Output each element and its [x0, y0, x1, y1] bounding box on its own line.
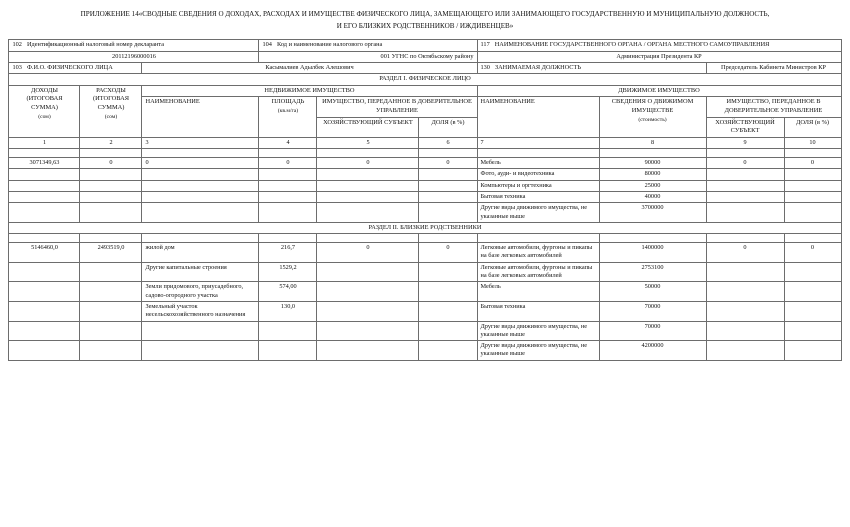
cell-movable-value: 3700000 [599, 203, 706, 223]
cell-movable-share [784, 321, 841, 341]
header-movable: ДВИЖИМОЕ ИМУЩЕСТВО [477, 85, 841, 97]
header-area-text: ПЛОЩАДЬ [271, 98, 305, 106]
cell-income [9, 341, 80, 361]
cell-movable-entity [706, 262, 784, 282]
tax-org-label-number: 104 [262, 41, 272, 48]
spacer-cell [259, 234, 317, 243]
position-value: Председатель Кабинета Министров КР [706, 62, 841, 74]
header-expenses [80, 85, 142, 137]
cell-movable-value: 70000 [599, 301, 706, 321]
state-org-label-cell [477, 40, 841, 52]
cell-area: 216,7 [259, 243, 317, 263]
cell-entity [317, 203, 419, 223]
cell-income [9, 191, 80, 202]
cell-movable-share [784, 180, 841, 191]
header-expenses-text: РАСХОДЫ (ИТОГОВАЯ СУММА) [92, 86, 130, 111]
cell-movable-name: Фото, ауди- и видеотехника [477, 169, 599, 180]
cell-income: 3071349,63 [9, 158, 80, 169]
cell-share [419, 169, 477, 180]
cell-movable-share [784, 341, 841, 361]
cell-income [9, 321, 80, 341]
header-movable-info [599, 97, 706, 137]
col-number-6: 6 [419, 137, 477, 148]
cell-expenses [80, 321, 142, 341]
tax-org-label-cell [259, 40, 477, 52]
cell-immovable-name [142, 203, 259, 223]
fio-position-row [9, 62, 841, 74]
cell-immovable-name [142, 180, 259, 191]
cell-movable-share: 0 [784, 243, 841, 263]
state-org-label-text: НАИМЕНОВАНИЕ ГОСУДАРСТВЕННОГО ОРГАНА / ОРГАНА МЕСТНОГО САМОУПРАВЛЕНИЯ [494, 41, 770, 48]
cell-movable-value: 90000 [599, 158, 706, 169]
table-row [9, 341, 841, 361]
cell-entity [317, 169, 419, 180]
cell-movable-entity [706, 321, 784, 341]
cell-immovable-name: Другие капитальные строения [142, 262, 259, 282]
spacer-cell [142, 149, 259, 158]
header-expenses-unit: (сом) [104, 113, 118, 120]
cell-share [419, 282, 477, 302]
cell-movable-name: Другие виды движимого имущества, не указанные выше [477, 203, 599, 223]
cell-movable-entity [706, 282, 784, 302]
cell-area: 0 [259, 158, 317, 169]
header-area-unit: (кв.м/га) [277, 107, 299, 114]
header-movable-share: ДОЛЯ (в %) [784, 117, 841, 137]
tax-org-value: 001 УГНС по Октябьскому району [259, 51, 477, 62]
cell-area: 130,0 [259, 301, 317, 321]
declaration-table [8, 39, 841, 361]
cell-expenses [80, 282, 142, 302]
section2-title: РАЗДЕЛ II. БЛИЗКИЕ РОДСТВЕННИКИ [9, 222, 841, 233]
col-number-9: 9 [706, 137, 784, 148]
cell-income [9, 301, 80, 321]
cell-income [9, 262, 80, 282]
col-number-4: 4 [259, 137, 317, 148]
cell-immovable-name: жилой дом [142, 243, 259, 263]
cell-expenses [80, 341, 142, 361]
table-row [9, 301, 841, 321]
table-row [9, 191, 841, 202]
cell-income [9, 282, 80, 302]
section1-title: РАЗДЕЛ I. ФИЗИЧЕСКОЕ ЛИЦО [9, 74, 841, 85]
spacer-cell [80, 149, 142, 158]
header-movable-info-unit: (стоимость) [638, 116, 667, 123]
cell-movable-share [784, 203, 841, 223]
spacer-cell [317, 234, 419, 243]
spacer-cell [419, 149, 477, 158]
header-movable-entity: ХОЗЯЙСТВУЮЩИЙ СУБЪЕКТ [706, 117, 784, 137]
cell-movable-name: Бытовая техника [477, 191, 599, 202]
cell-movable-name: Другие виды движимого имущества, не указанные выше [477, 341, 599, 361]
header-movable-info-text: СВЕДЕНИЯ О ДВИЖИМОМ ИМУЩЕСТВЕ [611, 98, 694, 114]
position-label-text: ЗАНИМАЕМАЯ ДОЛЖНОСТЬ [494, 63, 581, 71]
cell-movable-value: 25000 [599, 180, 706, 191]
cell-expenses [80, 180, 142, 191]
table-row [9, 203, 841, 223]
document-page [0, 9, 850, 527]
cell-immovable-name: Земельный участок несельскохозяйственного назначения [142, 301, 259, 321]
header-movable-name: НАИМЕНОВАНИЕ [477, 97, 599, 137]
col-number-1: 1 [9, 137, 80, 148]
cell-area [259, 321, 317, 341]
table-row [9, 243, 841, 263]
column-number-row [9, 137, 841, 148]
spacer-cell [706, 234, 784, 243]
col-number-3: 3 [142, 137, 259, 148]
cell-income [9, 169, 80, 180]
cell-share [419, 180, 477, 191]
cell-expenses: 0 [80, 158, 142, 169]
cell-movable-share [784, 301, 841, 321]
header-income-unit: (сом) [38, 113, 51, 120]
header-group-row [9, 85, 841, 97]
cell-income [9, 180, 80, 191]
tin-label-number: 102 [12, 41, 22, 48]
cell-movable-value: 70000 [599, 321, 706, 341]
cell-area [259, 191, 317, 202]
spacer-cell [317, 149, 419, 158]
cell-movable-entity [706, 180, 784, 191]
state-org-label-number: 117 [480, 41, 490, 48]
cell-immovable-name [142, 169, 259, 180]
cell-entity [317, 321, 419, 341]
cell-movable-entity [706, 191, 784, 202]
cell-movable-entity [706, 169, 784, 180]
cell-expenses: 2493519,0 [80, 243, 142, 263]
identification-value-row [9, 51, 841, 62]
cell-share [419, 321, 477, 341]
cell-movable-value: 40000 [599, 191, 706, 202]
cell-area [259, 341, 317, 361]
cell-movable-share [784, 169, 841, 180]
header-immovable-entity: ХОЗЯЙСТВУЮЩИЙ СУБЪЕКТ [317, 117, 419, 137]
table-row [9, 158, 841, 169]
cell-movable-name: Мебель [477, 158, 599, 169]
col-number-10: 10 [784, 137, 841, 148]
spacer-cell [259, 149, 317, 158]
cell-movable-share [784, 282, 841, 302]
cell-immovable-name [142, 321, 259, 341]
col-number-2: 2 [80, 137, 142, 148]
table-row [9, 282, 841, 302]
cell-share [419, 341, 477, 361]
cell-share [419, 301, 477, 321]
cell-movable-share [784, 262, 841, 282]
cell-movable-entity: 0 [706, 158, 784, 169]
identification-label-row [9, 40, 841, 52]
cell-movable-name: Бытовая техника [477, 301, 599, 321]
cell-movable-name: Другие виды движимого имущества, не указанные выше [477, 321, 599, 341]
tax-org-label-text: Код и наименование налогового органа [276, 41, 383, 48]
cell-expenses [80, 262, 142, 282]
fio-value: Касымалиев Адылбек Алешович [142, 62, 477, 74]
cell-movable-value: 50000 [599, 282, 706, 302]
spacer-cell [599, 149, 706, 158]
header-area [259, 97, 317, 137]
cell-entity: 0 [317, 158, 419, 169]
spacer-cell [784, 234, 841, 243]
cell-movable-value: 4200000 [599, 341, 706, 361]
col-number-5: 5 [317, 137, 419, 148]
cell-movable-entity [706, 203, 784, 223]
cell-area [259, 180, 317, 191]
cell-share [419, 191, 477, 202]
tin-value: 20112196000016 [9, 51, 259, 62]
tin-label-text: Идентификационный налоговый номер декларанта [26, 41, 165, 48]
cell-entity [317, 282, 419, 302]
fio-label-number: 103 [12, 63, 22, 71]
cell-entity [317, 262, 419, 282]
spacer-row-section1 [9, 149, 841, 158]
table-row [9, 262, 841, 282]
cell-expenses [80, 191, 142, 202]
header-immovable: НЕДВИЖИМОЕ ИМУЩЕСТВО [142, 85, 477, 97]
cell-share [419, 262, 477, 282]
table-row [9, 180, 841, 191]
cell-movable-share: 0 [784, 158, 841, 169]
spacer-cell [706, 149, 784, 158]
cell-movable-share [784, 191, 841, 202]
cell-expenses [80, 203, 142, 223]
section2-bar-row [9, 222, 841, 233]
spacer-cell [784, 149, 841, 158]
spacer-row-section2 [9, 234, 841, 243]
header-income [9, 85, 80, 137]
header-income-text: ДОХОДЫ (ИТОГОВАЯ СУММА) [26, 86, 63, 111]
cell-immovable-name [142, 191, 259, 202]
cell-share [419, 203, 477, 223]
cell-area: 574,00 [259, 282, 317, 302]
cell-share: 0 [419, 158, 477, 169]
position-label-number: 130 [480, 63, 490, 71]
header-immovable-share: ДОЛЯ (в %) [419, 117, 477, 137]
fio-label-text: Ф.И.О. ФИЗИЧЕСКОГО ЛИЦА [26, 63, 113, 71]
cell-share: 0 [419, 243, 477, 263]
fio-label-cell [9, 62, 142, 74]
cell-immovable-name: Земли придомового, приусадебного, садово-огородного участка [142, 282, 259, 302]
cell-movable-entity [706, 301, 784, 321]
cell-area [259, 169, 317, 180]
state-org-value: Администрация Президента КР [477, 51, 841, 62]
cell-movable-name: Мебель [477, 282, 599, 302]
cell-entity [317, 301, 419, 321]
spacer-cell [9, 234, 80, 243]
cell-expenses [80, 301, 142, 321]
spacer-cell [477, 149, 599, 158]
col-number-7: 7 [477, 137, 599, 148]
tin-label-cell [9, 40, 259, 52]
cell-movable-value: 2753100 [599, 262, 706, 282]
cell-movable-name: Легковые автомобили, фургоны и пикапы на базе легковых автомобилей [477, 262, 599, 282]
cell-entity [317, 341, 419, 361]
cell-area: 1529,2 [259, 262, 317, 282]
header-movable-trust: ИМУЩЕСТВО, ПЕРЕДАННОЕ В ДОВЕРИТЕЛЬНОЕ УПРАВЛЕНИЕ [706, 97, 841, 117]
cell-entity [317, 191, 419, 202]
table-row [9, 169, 841, 180]
cell-area [259, 203, 317, 223]
cell-income [9, 203, 80, 223]
cell-movable-entity: 0 [706, 243, 784, 263]
spacer-cell [419, 234, 477, 243]
cell-immovable-name [142, 341, 259, 361]
cell-entity [317, 180, 419, 191]
position-label-cell [477, 62, 706, 74]
cell-entity: 0 [317, 243, 419, 263]
spacer-cell [477, 234, 599, 243]
cell-movable-name: Компьютеры и оргтехника [477, 180, 599, 191]
cell-movable-name: Легковые автомобили, фургоны и пикапы на базе легковых автомобилей [477, 243, 599, 263]
spacer-cell [142, 234, 259, 243]
cell-expenses [80, 169, 142, 180]
cell-movable-value: 80000 [599, 169, 706, 180]
table-row [9, 321, 841, 341]
cell-movable-entity [706, 341, 784, 361]
cell-immovable-name: 0 [142, 158, 259, 169]
cell-movable-value: 1400000 [599, 243, 706, 263]
header-immovable-trust: ИМУЩЕСТВО, ПЕРЕДАННОЕ В ДОВЕРИТЕЛЬНОЕ УПРАВЛЕНИЕ [317, 97, 477, 117]
col-number-8: 8 [599, 137, 706, 148]
cell-income: 5146460,0 [9, 243, 80, 263]
page-title-line2: И ЕГО БЛИЗКИХ РОДСТВЕННИКОВ / ИЖДИВЕНЦЕВ» [336, 21, 514, 30]
section1-bar-row [9, 74, 841, 85]
header-immovable-name: НАИМЕНОВАНИЕ [142, 97, 259, 137]
page-title [6, 9, 844, 32]
spacer-cell [9, 149, 80, 158]
spacer-cell [80, 234, 142, 243]
spacer-cell [599, 234, 706, 243]
page-title-line1: ПРИЛОЖЕНИЕ 14«СВОДНЫЕ СВЕДЕНИЯ О ДОХОДАХ, РАСХОДАХ И ИМУЩЕСТВЕ ФИЗИЧЕСКОГО ЛИЦА, ЗАМЕЩАЮЩЕГО ИЛИ ЗАНИМАЮЩЕГО ГОСУДАРСТВЕННУЮ И МУНИЦИПАЛЬНУЮ ДОЛЖНОСТЬ, [80, 10, 770, 18]
